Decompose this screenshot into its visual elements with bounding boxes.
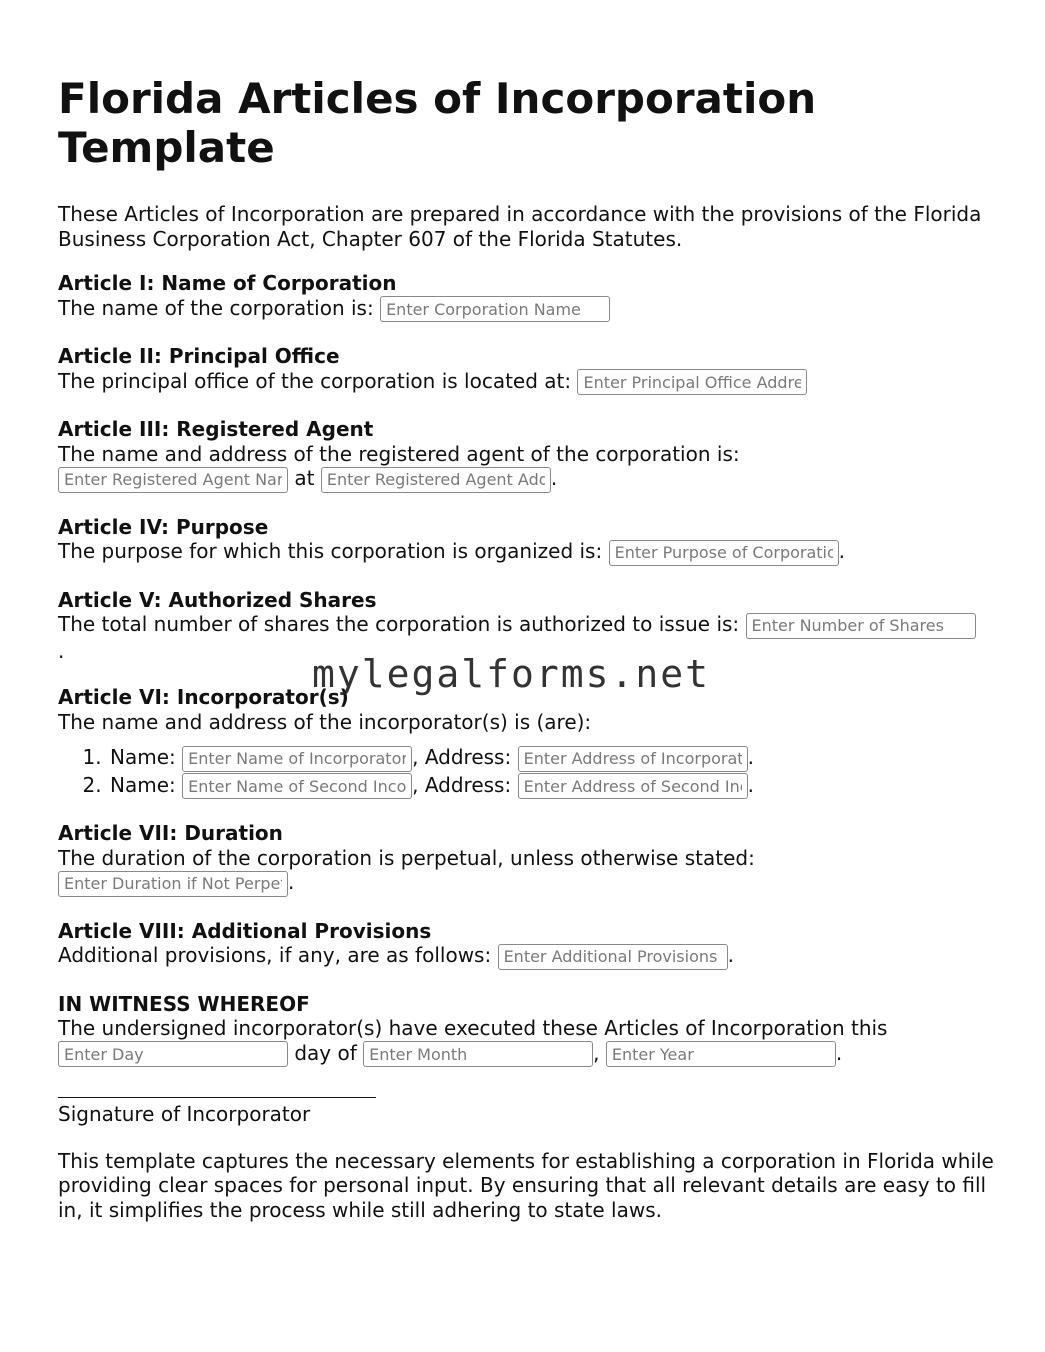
- article-6-text: The name and address of the incorporator(s) is (are):: [58, 709, 592, 734]
- incorporator-list: [58, 744, 998, 799]
- registered-agent-address-input[interactable]: [321, 467, 551, 493]
- article-3-text: The name and address of the registered agent of the corporation is:: [58, 441, 740, 466]
- article-6-heading: Article VI: Incorporator(s): [58, 685, 349, 709]
- article-5-period: .: [58, 638, 65, 663]
- incorporator-item-1: [108, 744, 998, 772]
- article-5-text: The total number of shares the corporation is authorized to issue is:: [58, 612, 740, 636]
- signature-line[interactable]: [58, 1097, 376, 1098]
- incorporator-1-address-label: , Address:: [412, 745, 512, 769]
- witness-heading: IN WITNESS WHEREOF: [58, 991, 310, 1016]
- additional-provisions-input[interactable]: [498, 944, 728, 970]
- incorporator-2-address-input[interactable]: [518, 773, 748, 799]
- incorporator-1-address-input[interactable]: [518, 746, 748, 772]
- year-input[interactable]: [606, 1041, 836, 1067]
- article-2-text: The principal office of the corporation is located at:: [58, 368, 572, 393]
- incorporator-2-name-label: Name:: [110, 772, 176, 797]
- article-4-section: [58, 515, 998, 566]
- article-8-text: Additional provisions, if any, are as follows:: [58, 943, 492, 967]
- incorporator-2-period: .: [747, 772, 754, 797]
- document-page: [58, 74, 998, 1222]
- incorporator-1-name-label: Name:: [110, 745, 176, 769]
- number-of-shares-input[interactable]: [746, 613, 976, 639]
- article-1-heading: Article I: Name of Corporation: [58, 271, 397, 295]
- article-1-text: The name of the corporation is:: [58, 295, 374, 320]
- article-7-heading: Article VII: Duration: [58, 821, 283, 845]
- article-2-heading: Article II: Principal Office: [58, 344, 340, 368]
- incorporator-2-address-label: , Address:: [412, 772, 512, 797]
- article-7-section: [58, 821, 998, 897]
- date-comma: ,: [593, 1040, 600, 1065]
- witness-period: .: [835, 1040, 843, 1065]
- registered-agent-name-input[interactable]: [58, 467, 288, 493]
- purpose-input[interactable]: [609, 540, 839, 566]
- signature-label: Signature of Incorporator: [58, 1102, 311, 1126]
- article-4-period: .: [838, 539, 845, 563]
- article-7-text: The duration of the corporation is perpetual, unless otherwise stated:: [58, 845, 755, 870]
- article-4-text: The purpose for which this corporation is organized is:: [58, 539, 603, 563]
- article-5-heading: Article V: Authorized Shares: [58, 587, 377, 612]
- page-title: Florida Articles of Incorporation Template: [58, 74, 817, 172]
- witness-section: [58, 992, 998, 1068]
- article-8-heading: Article VIII: Additional Provisions: [58, 918, 432, 943]
- incorporator-item-2: [108, 772, 998, 800]
- article-7-period: .: [288, 870, 295, 894]
- article-3-at: at: [294, 466, 315, 490]
- closing-paragraph: This template captures the necessary elements for establishing a corporation in Florida while providing clear spaces for personal input. By ensuring that all relevant details are easy to fill in, it simplifies the process while still adhering to state laws.: [58, 1148, 994, 1222]
- article-3-period: .: [550, 466, 558, 490]
- article-3-section: [58, 417, 998, 493]
- incorporator-2-name-input[interactable]: [182, 773, 412, 799]
- principal-office-input[interactable]: [577, 369, 807, 395]
- incorporator-1-name-input[interactable]: [182, 746, 412, 772]
- article-8-period: .: [727, 943, 734, 967]
- day-of-label: day of: [294, 1040, 357, 1065]
- article-2-section: [58, 344, 998, 395]
- article-6-section: [58, 685, 998, 799]
- article-8-section: [58, 919, 998, 970]
- article-1-section: [58, 271, 998, 322]
- article-3-heading: Article III: Registered Agent: [58, 417, 374, 441]
- corporation-name-input[interactable]: [380, 296, 610, 322]
- duration-input[interactable]: [58, 871, 288, 897]
- watermark-text: mylegalforms.net: [312, 652, 711, 696]
- article-4-heading: Article IV: Purpose: [58, 514, 269, 539]
- witness-text: The undersigned incorporator(s) have executed these Articles of Incorporation this: [58, 1016, 888, 1040]
- month-input[interactable]: [363, 1041, 593, 1067]
- incorporator-1-period: .: [747, 745, 754, 769]
- day-input[interactable]: [58, 1041, 288, 1067]
- intro-paragraph: These Articles of Incorporation are prepared in accordance with the provisions of the Florida Business Corporation Act, Chapter 607 of the Florida Statutes.: [58, 202, 982, 251]
